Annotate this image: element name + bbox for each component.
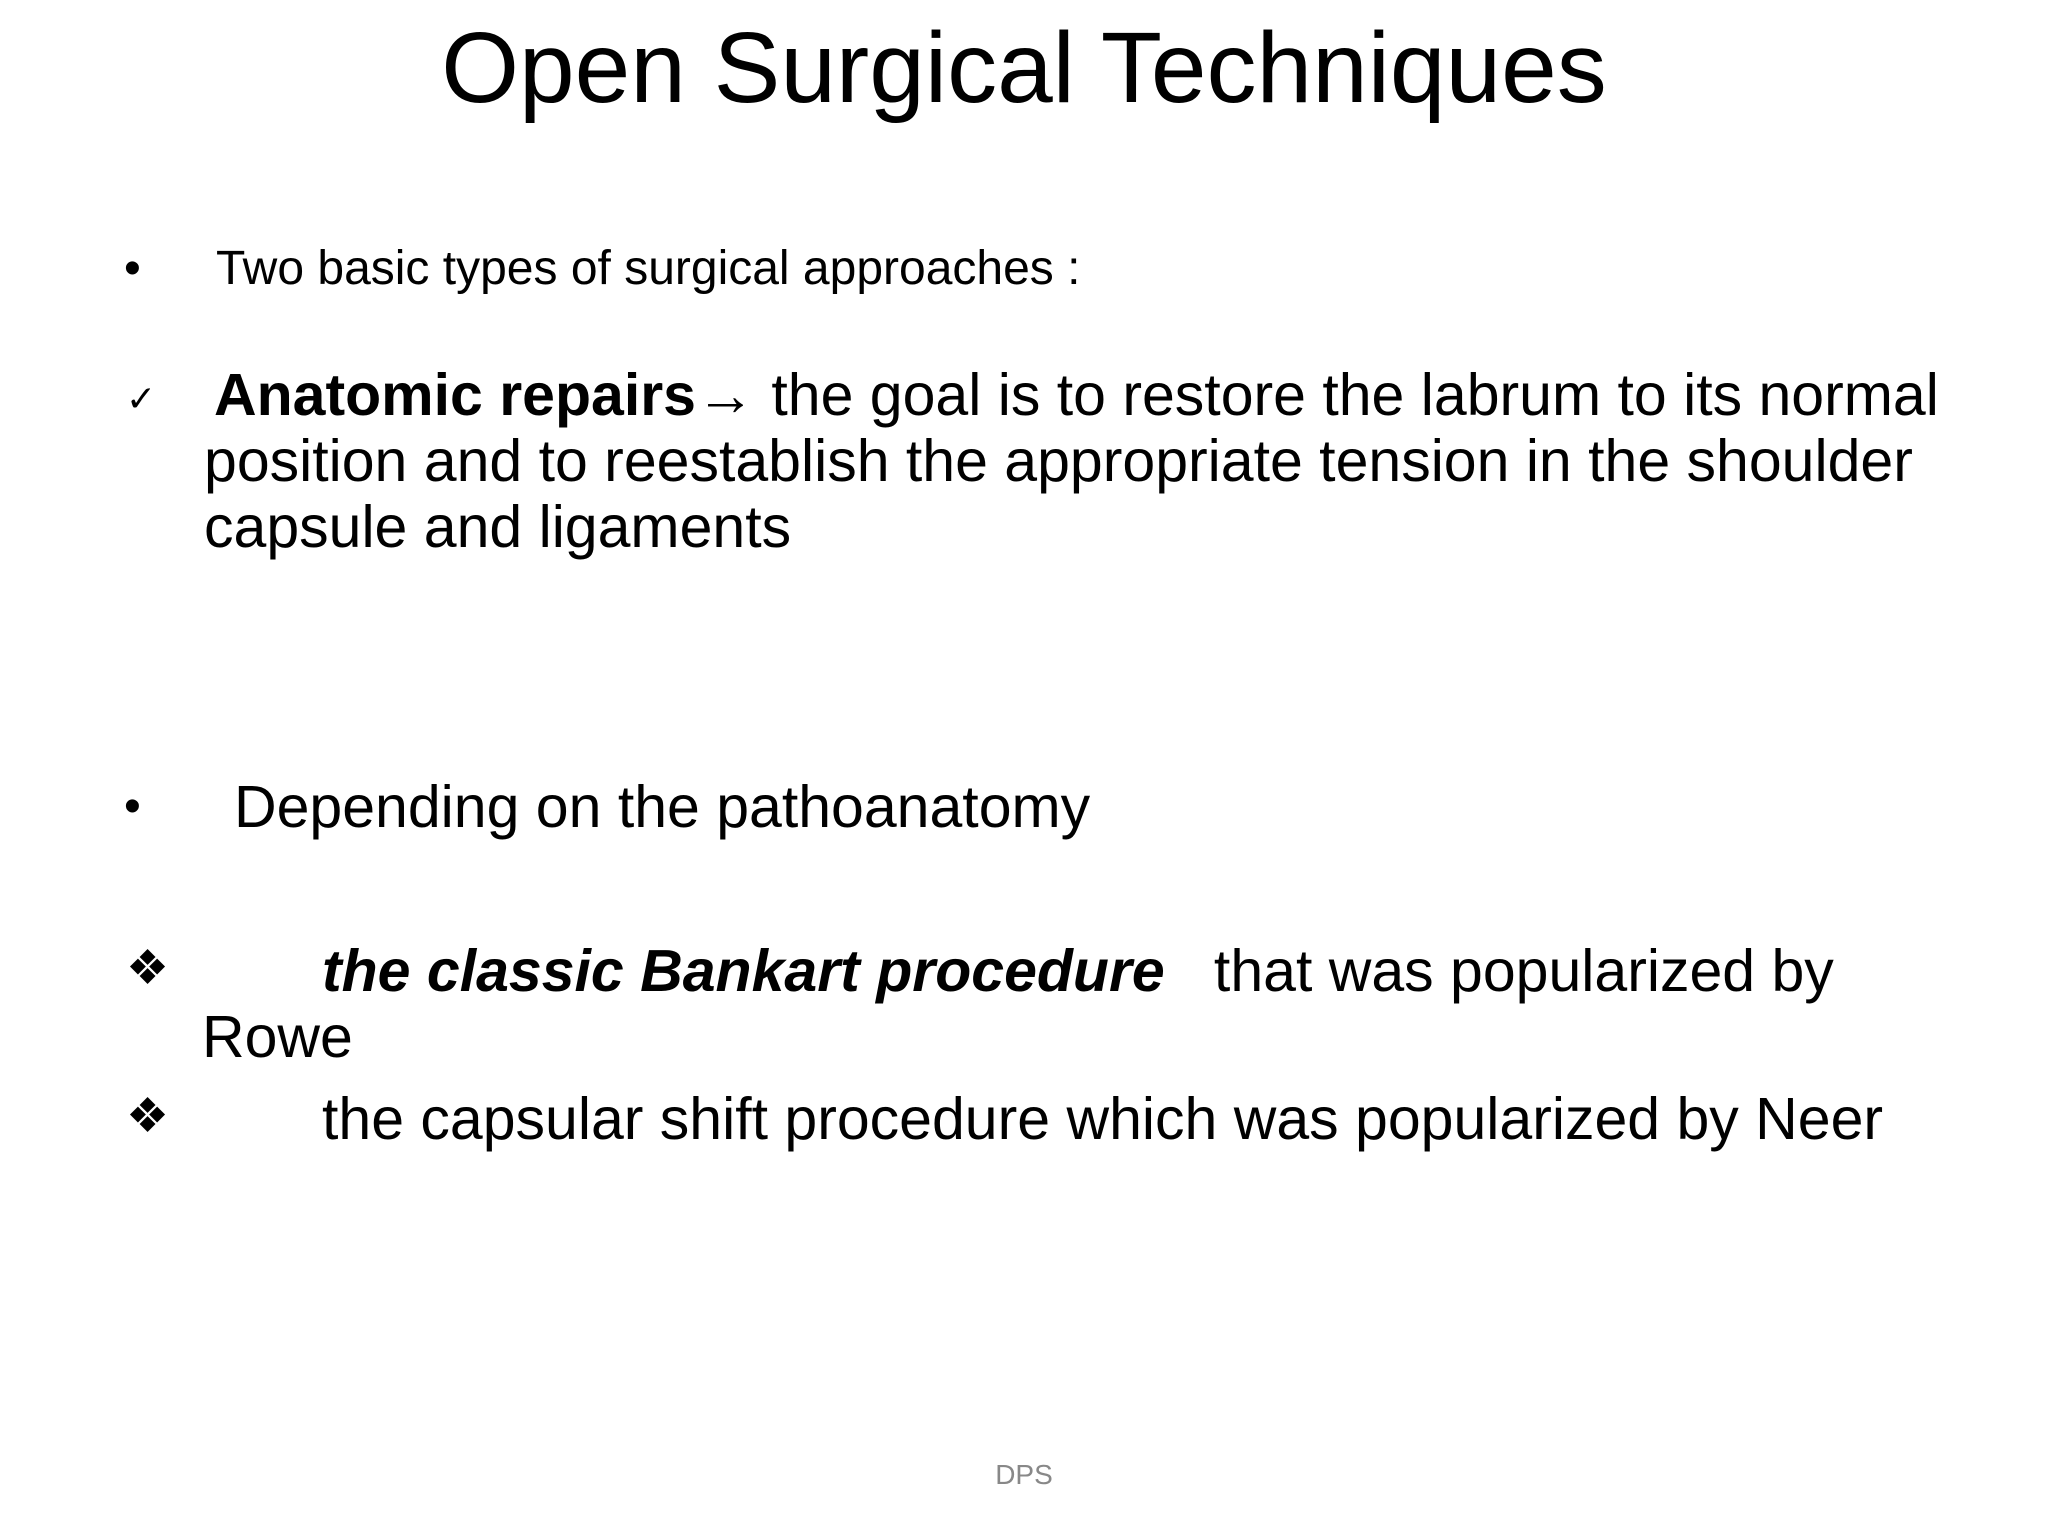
diamond-item-text: the capsular shift procedure which was popularized by Neer — [322, 1086, 1884, 1152]
bullet-text: Depending on the pathoanatomy — [234, 774, 1091, 840]
footer-text: DPS — [995, 1459, 1053, 1490]
check-item-text — [120, 362, 1980, 560]
checkmark-icon: ✓ — [126, 378, 157, 419]
bankart-description: that was popularized by Rowe — [202, 938, 1851, 1070]
anatomic-repairs-description: the goal is to restore the labrum to its normal position and to reestablish the appropriate tension in the shoulder capsule and ligaments — [204, 362, 1939, 560]
anatomic-repairs-label: Anatomic repairs — [214, 362, 696, 428]
bullet-icon: • — [124, 242, 141, 295]
bullet-text: Two basic types of surgical approaches : — [216, 242, 1081, 295]
bankart-procedure-label: the classic Bankart procedure — [322, 938, 1165, 1004]
arrow-right-icon: → — [696, 362, 755, 428]
diamond-bullet-icon: ❖ — [126, 1090, 170, 1143]
bullet-item-surgical-types — [120, 236, 1980, 302]
check-item-anatomic-repairs — [120, 362, 1980, 560]
diamond-item-capsular-shift — [120, 1086, 1980, 1152]
bullet-icon: • — [124, 780, 141, 833]
diamond-item-text — [120, 938, 1980, 1070]
diamond-bullet-icon: ❖ — [126, 942, 170, 995]
slide-title: Open Surgical Techniques — [441, 12, 1607, 124]
bullet-item-pathoanatomy — [120, 774, 1980, 840]
diamond-item-bankart — [120, 938, 1980, 1070]
